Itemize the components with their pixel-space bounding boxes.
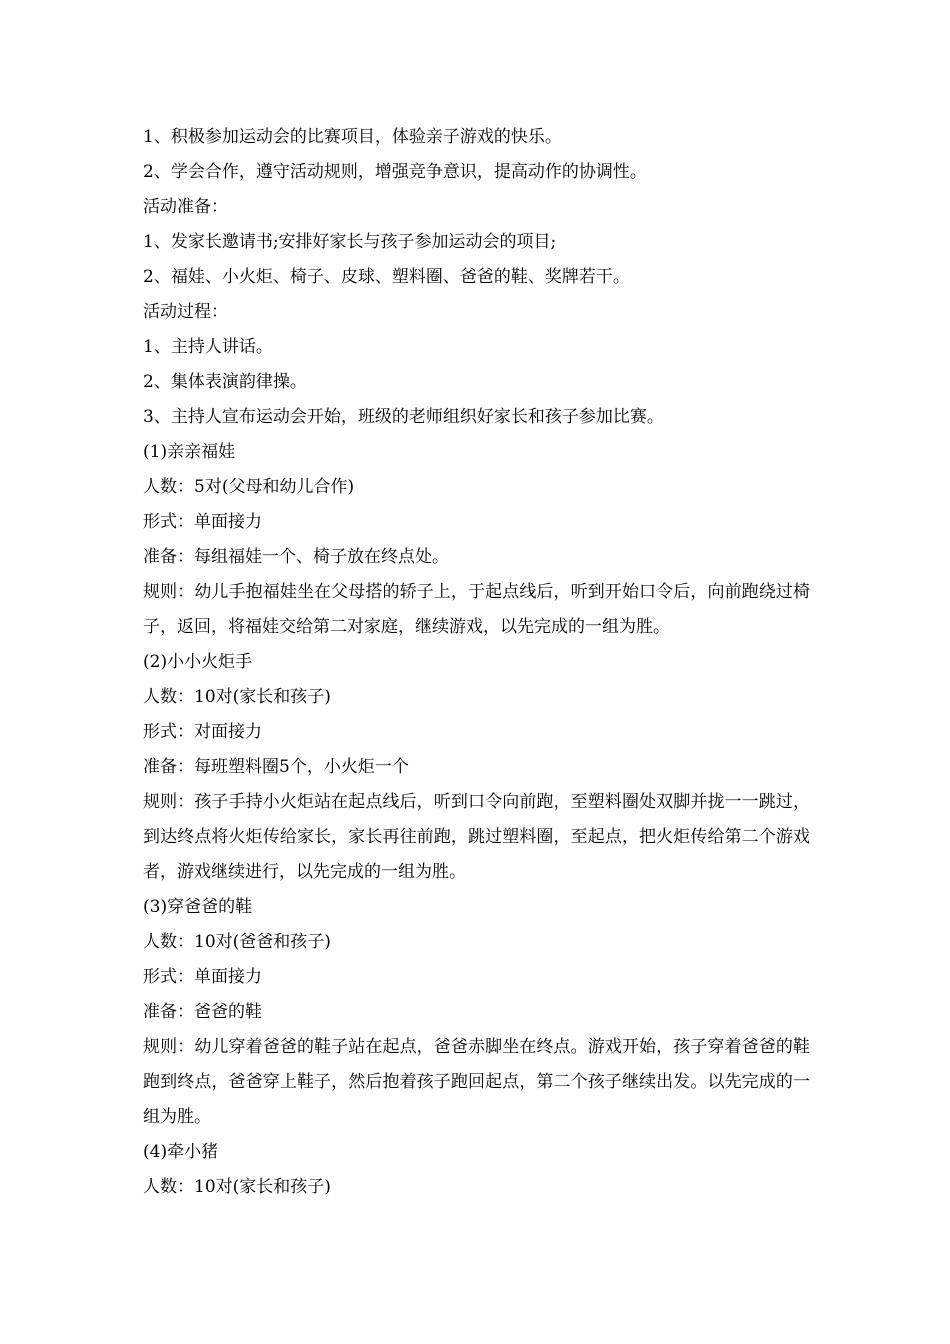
game-3-materials: 准备：爸爸的鞋 [143, 1002, 262, 1022]
game-2-participants: 人数：10对(家长和孩子) [143, 687, 331, 707]
document-body [143, 120, 810, 1205]
game-1-title: (1)亲亲福娃 [143, 442, 236, 462]
game-1-participants: 人数：5对(父母和幼儿合作) [143, 477, 355, 497]
game-2-title: (2)小小火炬手 [143, 652, 253, 672]
game-2-materials: 准备：每班塑料圈5个，小火炬一个 [143, 757, 409, 777]
preparation-item-2: 2、福娃、小火炬、椅子、皮球、塑料圈、爸爸的鞋、奖牌若干。 [143, 267, 630, 287]
section-heading-preparation: 活动准备： [143, 197, 228, 217]
process-step-2: 2、集体表演韵律操。 [143, 372, 307, 392]
section-heading-process: 活动过程： [143, 302, 228, 322]
game-1-rules: 规则：幼儿手抱福娃坐在父母搭的轿子上，于起点线后，听到开始口令后，向前跑绕过椅子，返回，将福娃交给第二对家庭，继续游戏，以先完成的一组为胜。 [143, 582, 810, 637]
game-4-title: (4)牵小猪 [143, 1142, 219, 1162]
game-2-rules: 规则：孩子手持小火炬站在起点线后，听到口令向前跑，至塑料圈处双脚并拢一一跳过，到达终点将火炬传给家长，家长再往前跑，跳过塑料圈，至起点，把火炬传给第二个游戏者，游戏继续进行，以先完成的一组为胜。 [143, 792, 810, 882]
process-step-1: 1、主持人讲话。 [143, 337, 273, 357]
preparation-item-1: 1、发家长邀请书;安排好家长与孩子参加运动会的项目; [143, 232, 557, 252]
goal-item-1: 1、积极参加运动会的比赛项目，体验亲子游戏的快乐。 [143, 127, 562, 147]
game-3-rules: 规则：幼儿穿着爸爸的鞋子站在起点，爸爸赤脚坐在终点。游戏开始，孩子穿着爸爸的鞋跑到终点，爸爸穿上鞋子，然后抱着孩子跑回起点，第二个孩子继续出发。以先完成的一组为胜。 [143, 1037, 810, 1127]
game-3-format: 形式：单面接力 [143, 967, 262, 987]
process-step-3: 3、主持人宣布运动会开始，班级的老师组织好家长和孩子参加比赛。 [143, 407, 664, 427]
game-1-materials: 准备：每组福娃一个、椅子放在终点处。 [143, 547, 449, 567]
game-4-participants: 人数：10对(家长和孩子) [143, 1177, 331, 1197]
game-1-format: 形式：单面接力 [143, 512, 262, 532]
game-3-title: (3)穿爸爸的鞋 [143, 897, 253, 917]
game-2-format: 形式：对面接力 [143, 722, 262, 742]
goal-item-2: 2、学会合作，遵守活动规则，增强竞争意识，提高动作的协调性。 [143, 162, 647, 182]
game-3-participants: 人数：10对(爸爸和孩子) [143, 932, 331, 952]
